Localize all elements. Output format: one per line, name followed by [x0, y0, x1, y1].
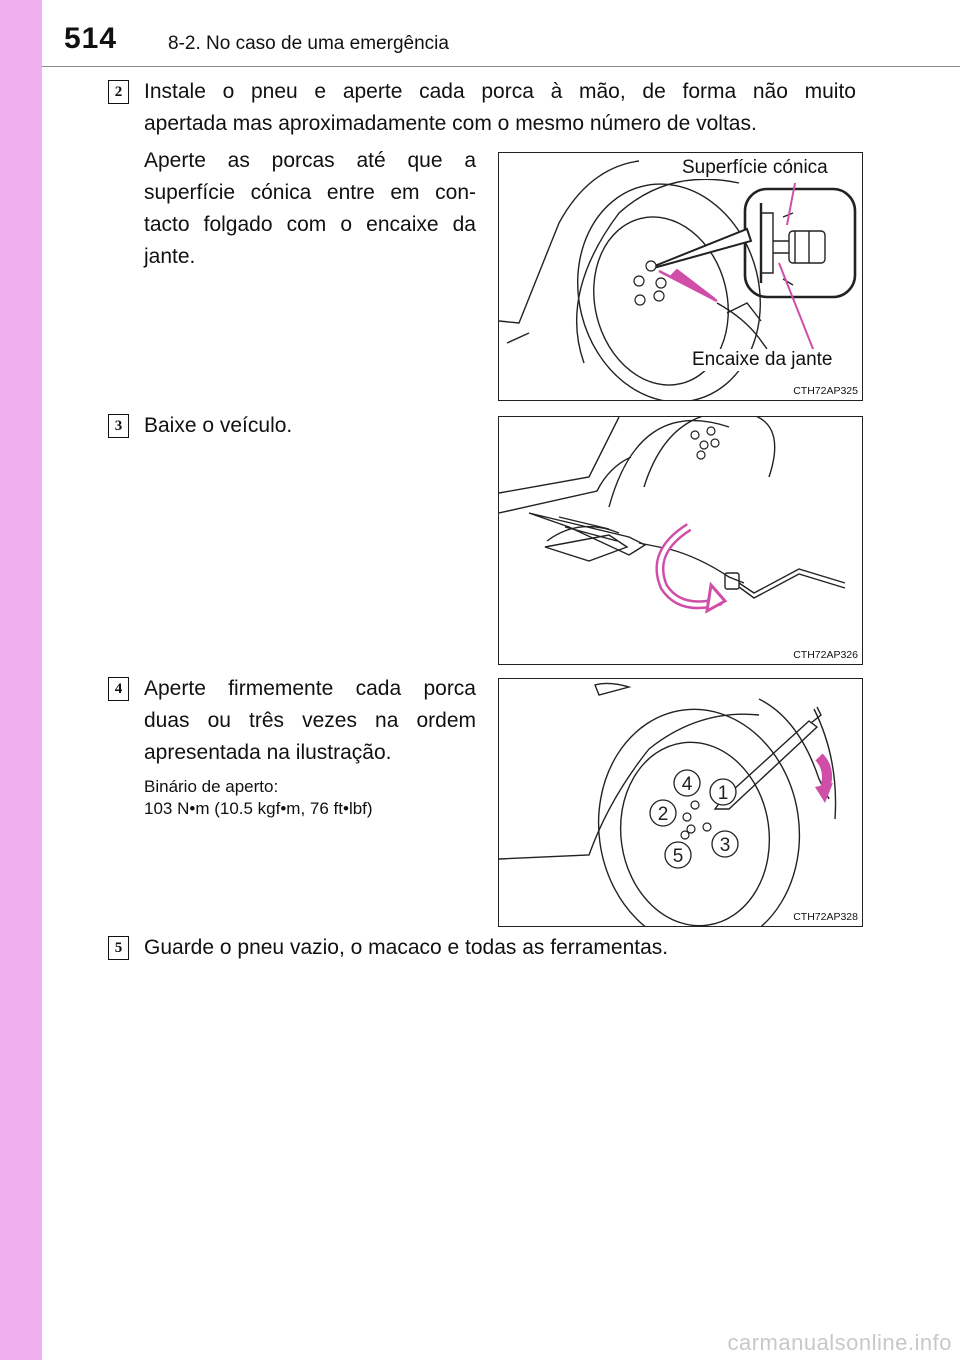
figure-label-conical-surface: Superfície cónica — [679, 157, 831, 179]
jack-illustration — [499, 417, 862, 664]
step-2-number: 2 — [108, 80, 129, 104]
chapter-side-tab — [0, 0, 42, 1360]
jack-lowering-figure — [498, 416, 863, 665]
order-number-1: 1 — [717, 783, 729, 804]
order-number-4: 4 — [681, 774, 693, 795]
step-4-number: 4 — [108, 677, 129, 701]
header-divider — [42, 66, 960, 67]
wheel-nut-figure — [498, 152, 863, 401]
torque-label: Binário de aperto: — [144, 777, 279, 796]
step-2-detail-line-2: superfície cónica entre em con- — [144, 181, 476, 204]
order-number-3: 3 — [719, 835, 731, 856]
step-2-text-line-2: apertada mas aproximadamente com o mesmo número de voltas. — [144, 112, 757, 135]
order-number-2: 2 — [657, 804, 669, 825]
step-4-text-line-2: duas ou três vezes na ordem — [144, 709, 476, 732]
tightening-order-figure — [498, 678, 863, 927]
figure-code: CTH72AP328 — [793, 911, 858, 923]
section-title: 8-2. No caso de uma emergência — [168, 33, 449, 54]
step-5-number: 5 — [108, 936, 129, 960]
step-3-text: Baixe o veículo. — [144, 414, 293, 437]
step-2-text-line-1: Instale o pneu e aperte cada porca à mão, de forma não muito — [144, 80, 856, 103]
step-2-detail-line-3: tacto folgado com o encaixe da — [144, 213, 476, 236]
step-4-text-line-1: Aperte firmemente cada porca — [144, 677, 476, 700]
tightening-order-illustration — [499, 679, 862, 926]
step-3-number: 3 — [108, 414, 129, 438]
figure-label-rim-seat: Encaixe da jante — [689, 349, 836, 371]
torque-value: 103 N•m (10.5 kgf•m, 76 ft•lbf) — [144, 799, 373, 818]
figure-code: CTH72AP326 — [793, 649, 858, 661]
figure-code: CTH72AP325 — [793, 385, 858, 397]
step-2-detail-line-4: jante. — [144, 245, 196, 268]
step-2-detail-line-1: Aperte as porcas até que a — [144, 149, 476, 172]
step-4-text-line-3: apresentada na ilustração. — [144, 741, 392, 764]
page-number: 514 — [64, 22, 118, 55]
step-5-text: Guarde o pneu vazio, o macaco e todas as ferramentas. — [144, 936, 669, 959]
order-number-5: 5 — [672, 846, 684, 867]
watermark: carmanualsonline.info — [727, 1330, 952, 1355]
